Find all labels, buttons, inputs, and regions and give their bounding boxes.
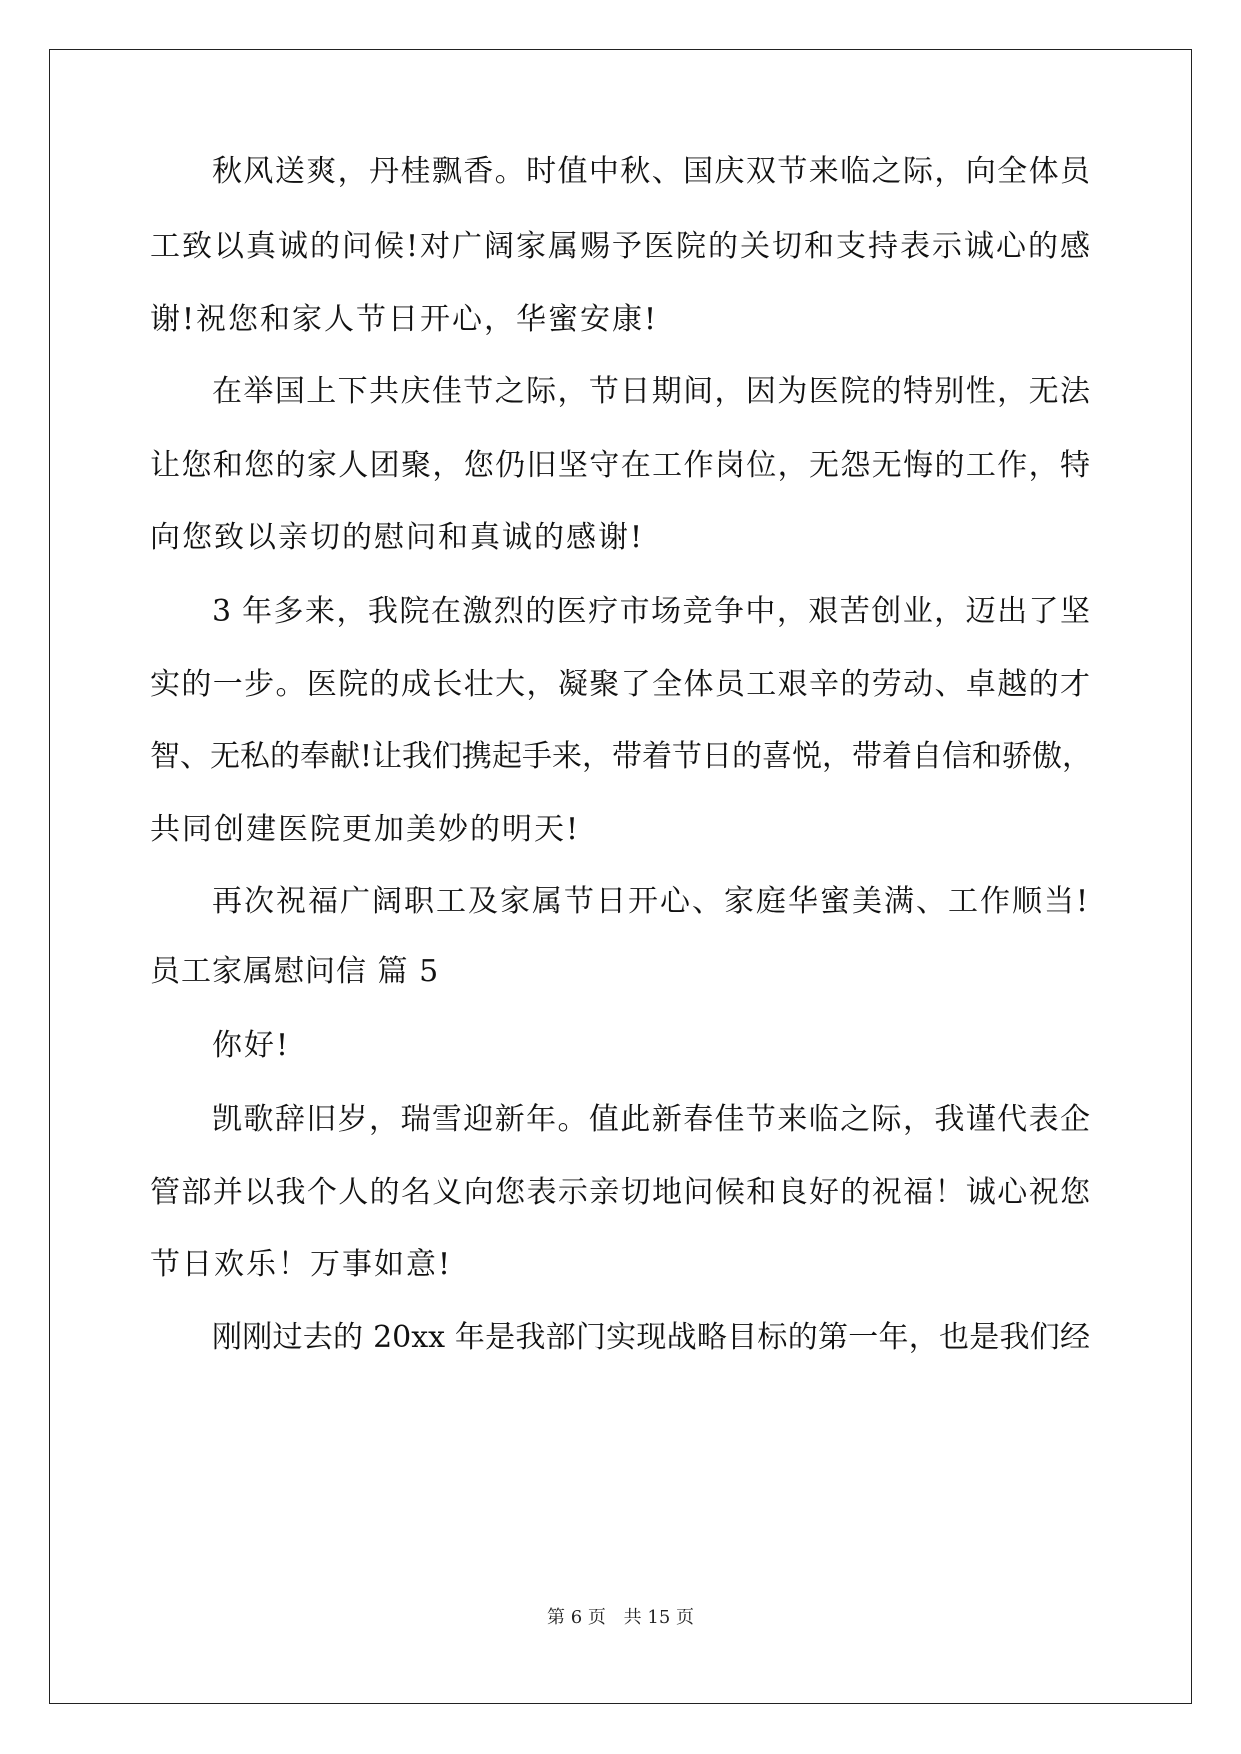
paragraph-line: 向您致以亲切的慰问和真诚的感谢! <box>150 520 645 555</box>
page-border <box>49 49 1192 1704</box>
paragraph-line: 共同创建医院更加美妙的明天! <box>150 812 581 847</box>
page-number: 第 6 页 <box>547 1607 606 1628</box>
paragraph-line: 智、无私的奉献!让我们携起手来，带着节日的喜悦，带着自信和骄傲， <box>150 739 1093 774</box>
paragraph-line: 谢!祝您和家人节日开心，华蜜安康! <box>150 302 659 337</box>
paragraph-line: 秋风送爽，丹桂飘香。时值中秋、国庆双节来临之际，向全体员 <box>212 154 1090 189</box>
paragraph-line: 3 年多来，我院在激烈的医疗市场竞争中，艰苦创业，迈出了坚 <box>212 594 1090 629</box>
paragraph-line: 再次祝福广阔职工及家属节日开心、家庭华蜜美满、工作顺当! <box>212 884 1091 919</box>
greeting-line: 你好! <box>212 1028 291 1063</box>
paragraph-line: 实的一步。医院的成长壮大，凝聚了全体员工艰辛的劳动、卓越的才 <box>150 667 1090 702</box>
page-footer <box>0 1606 1241 1630</box>
paragraph-line: 工致以真诚的问候!对广阔家属赐予医院的关切和支持表示诚心的感 <box>150 229 1090 264</box>
paragraph-line: 在举国上下共庆佳节之际，节日期间，因为医院的特别性，无法 <box>212 374 1090 409</box>
paragraph-line: 让您和您的家人团聚，您仍旧坚守在工作岗位，无怨无悔的工作，特 <box>150 448 1090 483</box>
paragraph-line: 节日欢乐！万事如意! <box>150 1247 453 1282</box>
paragraph-line: 凯歌辞旧岁，瑞雪迎新年。值此新春佳节来临之际，我谨代表企 <box>212 1102 1090 1137</box>
paragraph-line: 管部并以我个人的名义向您表示亲切地问候和良好的祝福！诚心祝您 <box>150 1175 1090 1210</box>
page-total: 共 15 页 <box>623 1607 694 1628</box>
paragraph-line: 刚刚过去的 20xx 年是我部门实现战略目标的第一年，也是我们经 <box>212 1320 1090 1355</box>
section-heading: 员工家属慰问信 篇 5 <box>150 954 440 989</box>
